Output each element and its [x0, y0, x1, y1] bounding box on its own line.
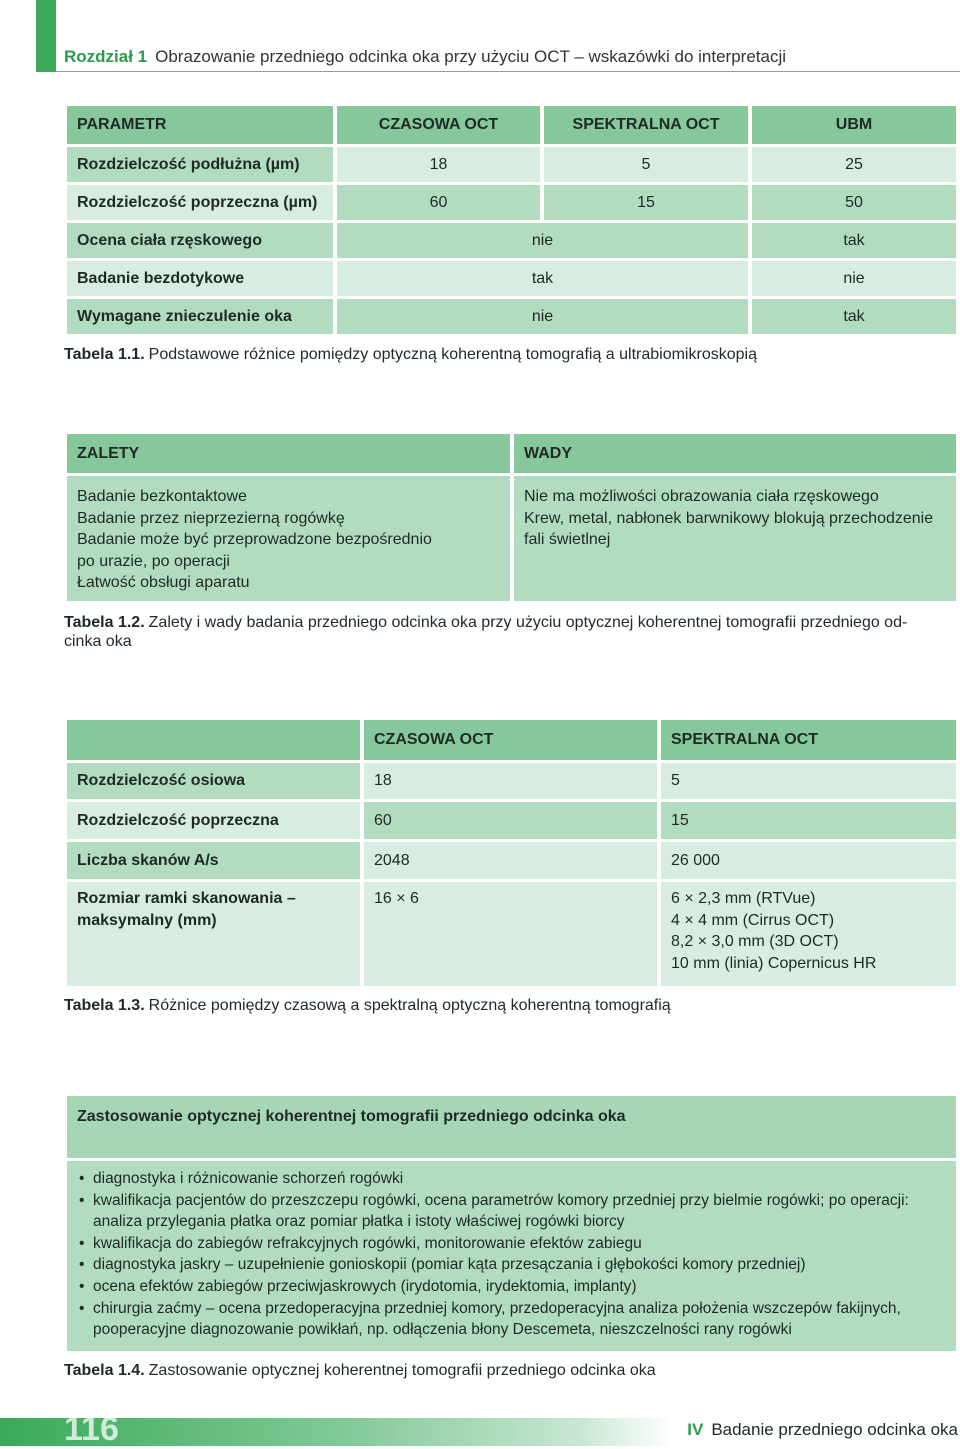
advantage-line: Badanie bezkontaktowe	[77, 488, 247, 505]
table2-header-zalety: ZALETY	[67, 434, 510, 473]
list-item	[77, 1190, 946, 1233]
disadvantage-line: Nie ma możliwości obrazowania ciała rzęskowego	[524, 488, 879, 505]
table3-cell: 2048	[364, 842, 657, 879]
caption-text: Zastosowanie optycznej koherentnej tomografii przedniego odcinka oka	[148, 1362, 656, 1379]
running-footer	[687, 1420, 958, 1440]
list-item	[77, 1298, 946, 1341]
table4-list-cell	[67, 1161, 956, 1351]
caption-label: Tabela 1.1.	[64, 346, 145, 363]
table1-cell: nie	[337, 299, 748, 334]
table3-header-spektralna: SPEKTRALNA OCT	[661, 720, 956, 760]
part-title: Badanie przedniego odcinka oka	[711, 1420, 958, 1439]
table1-row-label: Rozdzielczość poprzeczna (µm)	[67, 185, 333, 220]
chapter-color-bar	[36, 0, 56, 72]
table1-cell: nie	[337, 223, 748, 258]
table1-row-label: Badanie bezdotykowe	[67, 261, 333, 296]
caption-label: Tabela 1.4.	[64, 1362, 145, 1379]
table1-row-label: Wymagane znieczulenie oka	[67, 299, 333, 334]
table3-cell: 26 000	[661, 842, 956, 879]
table2-header-wady: WADY	[514, 434, 956, 473]
list-item-text: diagnostyka i różnicowanie schorzeń rogówki	[93, 1170, 404, 1187]
advantage-line: po urazie, po operacji	[77, 552, 230, 570]
table3-cell-frame-time	[364, 882, 657, 986]
list-item-text: • chirurgia zaćmy – ocena przedoperacyjna przedniej komory, przedoperacyjna analiza położenia wszczepów fakijnych,	[93, 1299, 901, 1317]
running-header	[64, 47, 786, 67]
caption-text: Różnice pomiędzy czasową a spektralną optyczną koherentną tomografią	[148, 997, 671, 1014]
caption-label: Tabela 1.2.	[64, 614, 145, 631]
list-item	[77, 1168, 946, 1190]
caption-text: Podstawowe różnice pomiędzy optyczną koherentną tomografią a ultrabiomikroskopią	[148, 346, 757, 363]
table3-row-label: Rozdzielczość osiowa	[67, 763, 360, 799]
table1-cell: tak	[337, 261, 748, 296]
table3-cell: 15	[661, 802, 956, 839]
frame-spectral-line: 6 × 2,3 mm (RTVue)	[671, 890, 816, 907]
table3-cell: 5	[661, 763, 956, 799]
table1-cell: 50	[752, 185, 956, 220]
list-item-text: • kwalifikacja pacjentów do przeszczepu rogówki, ocena parametrów komory przedniej przy bielmie rogówki; po operacji:	[93, 1191, 909, 1209]
caption-label: Tabela 1.3.	[64, 997, 145, 1014]
advantage-line: Badanie może być przeprowadzone bezpośrednio	[77, 531, 432, 549]
table3-row-label: Rozdzielczość poprzeczna	[67, 802, 360, 839]
list-item	[77, 1276, 946, 1298]
table3-cell: 18	[364, 763, 657, 799]
table3-row-label-frame	[67, 882, 360, 986]
table3-row-label: Liczba skanów A/s	[67, 842, 360, 879]
chapter-title: Obrazowanie przedniego odcinka oka przy użyciu OCT – wskazówki do interpretacji	[155, 47, 787, 66]
table3-header-czasowa: CZASOWA OCT	[364, 720, 657, 760]
list-item	[77, 1254, 946, 1276]
chapter-label: Rozdział 1	[64, 47, 148, 66]
table2-caption	[64, 614, 907, 651]
table1-cell: 15	[544, 185, 748, 220]
table1-caption	[64, 346, 757, 364]
list-item-text: analiza przylegania płatka oraz pomiar płatka i istoty właściwej rogówki biorcy	[93, 1213, 625, 1231]
table1-cell: tak	[752, 299, 956, 334]
list-item-text: kwalifikacja do zabiegów refrakcyjnych rogówki, monitorowanie efektów zabiegu	[93, 1234, 642, 1252]
part-number: IV	[687, 1420, 704, 1439]
disadvantage-line: Krew, metal, nabłonek barwnikowy blokują przechodzenie	[524, 509, 934, 527]
table1-cell: 18	[337, 147, 540, 182]
list-item-text: pooperacyjne diagnozowanie powikłań, np. odłączenia błony Descemeta, nieszczelności rany rogówki	[93, 1321, 792, 1339]
list-item-text: diagnostyka jaskry – uzupełnienie gonioskopii (pomiar kąta przesączania i głębokości komory przedniej)	[93, 1256, 806, 1274]
applications-list	[77, 1168, 946, 1341]
advantage-line: Łatwość obsługi aparatu	[77, 574, 250, 592]
table3-cell: 60	[364, 802, 657, 839]
table2-advantages-cell	[67, 476, 510, 601]
table1-header-parametr: PARAMETR	[67, 106, 333, 144]
frame-time-value: 16 × 6	[374, 890, 419, 907]
caption-text-line1: Zalety i wady badania przedniego odcinka oka przy użyciu optycznej koherentnej tomografii przedniego od-	[148, 614, 908, 631]
frame-spectral-line: 8,2 × 3,0 mm (3D OCT)	[671, 933, 839, 951]
table1-cell: 5	[544, 147, 748, 182]
frame-label-line: Rozmiar ramki skanowania –	[77, 890, 296, 907]
caption-text-line2: cinka oka	[64, 633, 132, 650]
table1-cell: 60	[337, 185, 540, 220]
frame-label-line: maksymalny (mm)	[77, 911, 217, 929]
table1-header-ubm: UBM	[752, 106, 956, 144]
table1-header-spektralna: SPEKTRALNA OCT	[544, 106, 748, 144]
list-item	[77, 1233, 946, 1255]
table1-header-czasowa: CZASOWA OCT	[337, 106, 540, 144]
table1-row-label: Rozdzielczość podłużna (µm)	[67, 147, 333, 182]
table4-caption	[64, 1362, 656, 1380]
table1-cell: tak	[752, 223, 956, 258]
page-number: 116	[64, 1410, 119, 1448]
table1-cell: 25	[752, 147, 956, 182]
advantage-line: Badanie przez nieprzezierną rogówkę	[77, 509, 345, 527]
table3-caption	[64, 997, 671, 1015]
table3-cell-frame-spectral	[661, 882, 956, 986]
header-rule	[56, 71, 960, 72]
table2-disadvantages-cell	[514, 476, 956, 601]
frame-spectral-line: 10 mm (linia) Copernicus HR	[671, 954, 877, 972]
table1-row-label: Ocena ciała rzęskowego	[67, 223, 333, 258]
table4-header: Zastosowanie optycznej koherentnej tomografii przedniego odcinka oka	[67, 1096, 956, 1158]
frame-spectral-line: 4 × 4 mm (Cirrus OCT)	[671, 911, 835, 929]
disadvantage-line: fali świetlnej	[524, 531, 611, 549]
table1-cell: nie	[752, 261, 956, 296]
list-item-text: ocena efektów zabiegów przeciwjaskrowych (irydotomia, irydektomia, implanty)	[93, 1277, 637, 1295]
table3-header-empty	[67, 720, 360, 760]
